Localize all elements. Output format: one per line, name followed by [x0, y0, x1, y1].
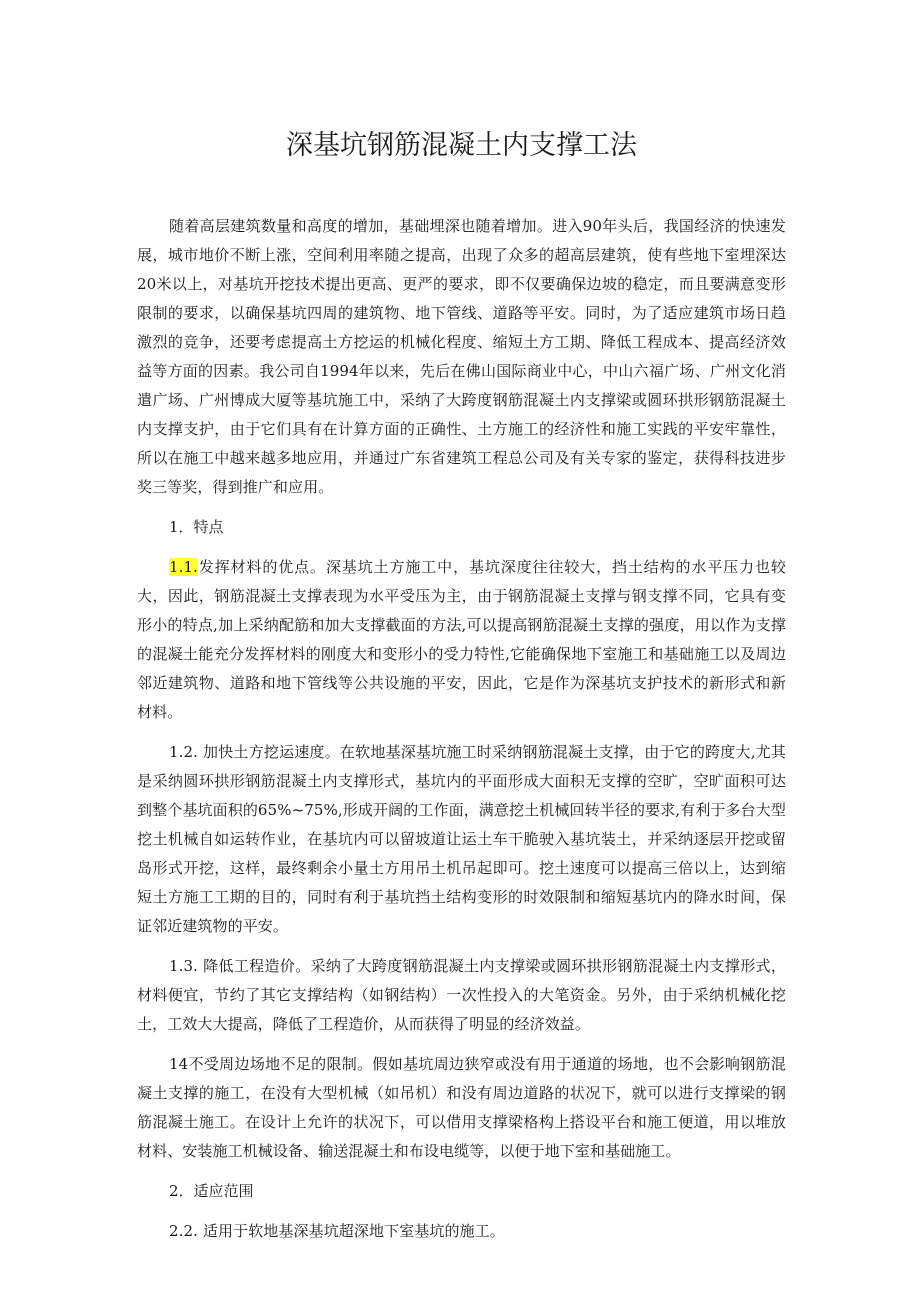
section-1-heading: 1．特点 [169, 518, 224, 536]
paragraph-2-2: 2.2. 适用于软地基深基坑超深地下室基坑的施工。 [169, 1222, 505, 1240]
paragraph-1-4: 14不受周边场地不足的限制。假如基坑周边狭窄或没有用于通道的场地，也不会影响钢筋混凝土支撑的施工，在没有大型机械（如吊机）和没有周边道路的状况下，就可以进行支撑梁的钢筋混凝土施工。在设计上允许的状况下，可以借用支撑梁格构上搭设平台和施工便道，用以堆放材料、安装施工机械设备、输送混凝土和布设电缆等，以便于地下室和基础施工。 [137, 1055, 786, 1160]
paragraph-1-1-text: 发挥材料的优点。深基坑土方施工中，基坑深度往往较大，挡土结构的水平压力也较大，因此，钢筋混凝土支撑表现为水平受压为主，由于钢筋混凝土支撑与钢支撑不同，它具有变形小的特点,加上采纳配筋和加大支撑截面的方法,可以提高钢筋混凝土支撑的强度，用以作为支撑的混凝土能充分发挥材料的刚度大和变形小的受力特性,它能确保地下室施工和基础施工以及周边邻近建筑物、道路和地下管线等公共设施的平安，因此，它是作为深基坑支护技术的新形式和新材料。 [137, 558, 786, 721]
intro-paragraph: 随着高层建筑数量和高度的增加，基础埋深也随着增加。进入90年头后，我国经济的快速发展，城市地价不断上涨，空间利用率随之提高，出现了众多的超高层建筑，使有些地下室埋深达20米以上，对基坑开挖技术提出更高、更严的要求，即不仅要确保边坡的稳定，而且要满意变形限制的要求，以确保基坑四周的建筑物、地下管线、道路等平安。同时，为了适应建筑市场日趋激烈的竞争，还要考虑提高土方挖运的机械化程度、缩短土方工期、降低工程成本、提高经济效益等方面的因素。我公司自1994年以来，先后在佛山国际商业中心，中山六福广场、广州文化消遣广场、广州博成大厦等基坑施工中，采纳了大跨度钢筋混凝土内支撑梁或圆环拱形钢筋混凝土内支撑支护，由于它们具有在计算方面的正确性、土方施工的经济性和施工实践的平安牢靠性，所以在施工中越来越多地应用，并通过广东省建筑工程总公司及有关专家的鉴定，获得科技进步奖三等奖，得到推广和应用。 [137, 217, 786, 496]
section-2-heading: 2．适应范围 [169, 1182, 254, 1200]
paragraph-1-1 [137, 553, 786, 727]
page-title: 深基坑钢筋混凝土内支撑工法 [286, 130, 637, 161]
paragraph-1-3: 1.3. 降低工程造价。采纳了大跨度钢筋混凝土内支撑梁或圆环拱形钢筋混凝土内支撑形式，材料便宜，节约了其它支撑结构（如钢结构）一次性投入的大笔资金。另外，由于采纳机械化挖土，工效大大提高，降低了工程造价，从而获得了明显的经济效益。 [137, 957, 786, 1033]
paragraph-1-2: 1.2. 加快土方挖运速度。在软地基深基坑施工时采纳钢筋混凝土支撑，由于它的跨度大,尤其是采纳圆环拱形钢筋混凝土内支撑形式，基坑内的平面形成大面积无支撑的空旷，空旷面积可达到整个基坑面积的65%~75%,形成开阔的工作面，满意挖土机械回转半径的要求,有利于多台大型挖土机械自如运转作业，在基坑内可以留坡道让运土车干脆驶入基坑装土，并采纳逐层开挖或留岛形式开挖，这样，最终剩余小量土方用吊土机吊起即可。挖土速度可以提高三倍以上，达到缩短土方施工工期的目的，同时有利于基坑挡土结构变形的时效限制和缩短基坑内的降水时间，保证邻近建筑物的平安。 [137, 743, 786, 935]
highlighted-number: 1.1. [169, 558, 199, 576]
